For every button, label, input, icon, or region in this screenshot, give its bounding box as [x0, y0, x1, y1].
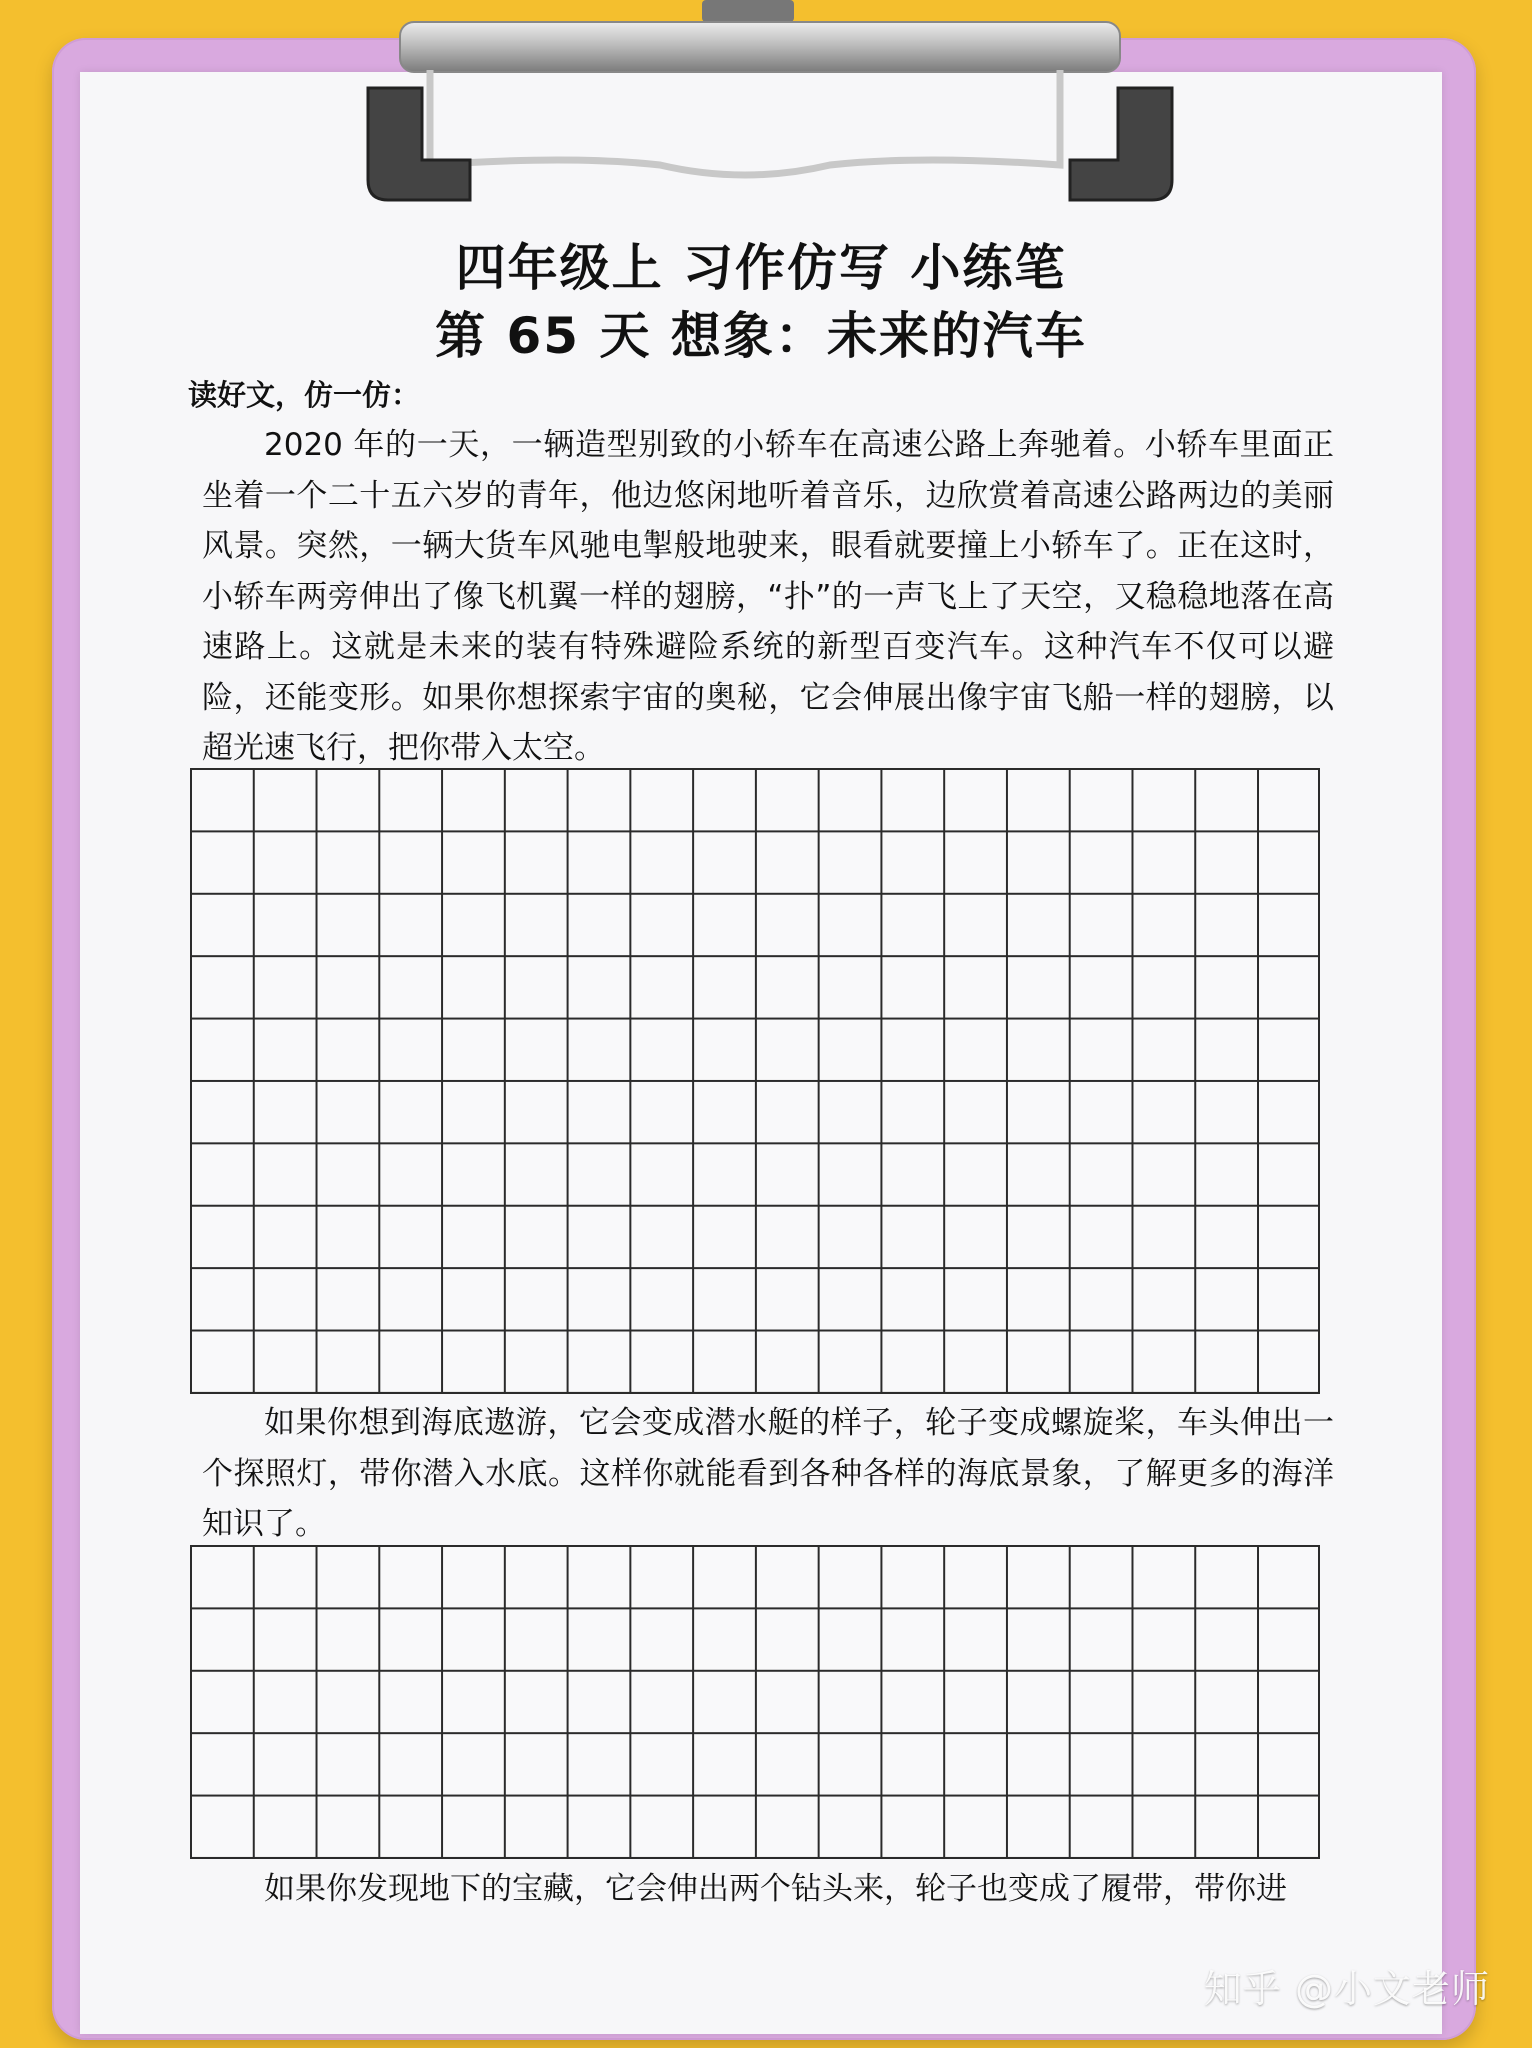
worksheet-title: 四年级上 习作仿写 小练笔: [455, 239, 1067, 297]
story-paragraph-3: 如果你发现地下的宝藏，它会伸出两个钻头来，轮子也变成了履带，带你进: [264, 1871, 1287, 1907]
story-paragraph-2: 如果你想到海底遨游，它会变成潜水艇的样子，轮子变成螺旋桨，车头伸出一个探照灯，带你潜入水底。这样你就能看到各种各样的海底景象，了解更多的海洋知识了。: [202, 1405, 1334, 1542]
worksheet-subtitle: 第 65 天 想象：未来的汽车: [435, 307, 1087, 365]
story-paragraph-1: 2020 年的一天，一辆造型别致的小轿车在高速公路上奔驰着。小轿车里面正坐着一个二十五六岁的青年，他边悠闲地听着音乐，边欣赏着高速公路两边的美丽风景。突然，一辆大货车风驰电掣般地驶来，眼看就要撞上小轿车了。正在这时，小轿车两旁伸出了像飞机翼一样的翅膀，“扑”的一声飞上了天空，又稳稳地落在高速路上。这就是未来的装有特殊避险系统的新型百变汽车。这种汽车不仅可以避险，还能变形。如果你想探索宇宙的奥秘，它会伸展出像宇宙飞船一样的翅膀，以超光速飞行，把你带入太空。: [202, 427, 1334, 766]
watermark-text: 知乎 @小文老师: [1203, 1967, 1490, 2011]
reading-section-label: 读好文，仿一仿：: [188, 378, 421, 412]
writing-grid-1[interactable]: [190, 768, 1320, 1394]
clipboard-clip-icon: [360, 0, 1180, 210]
writing-grid-2[interactable]: [190, 1545, 1320, 1859]
